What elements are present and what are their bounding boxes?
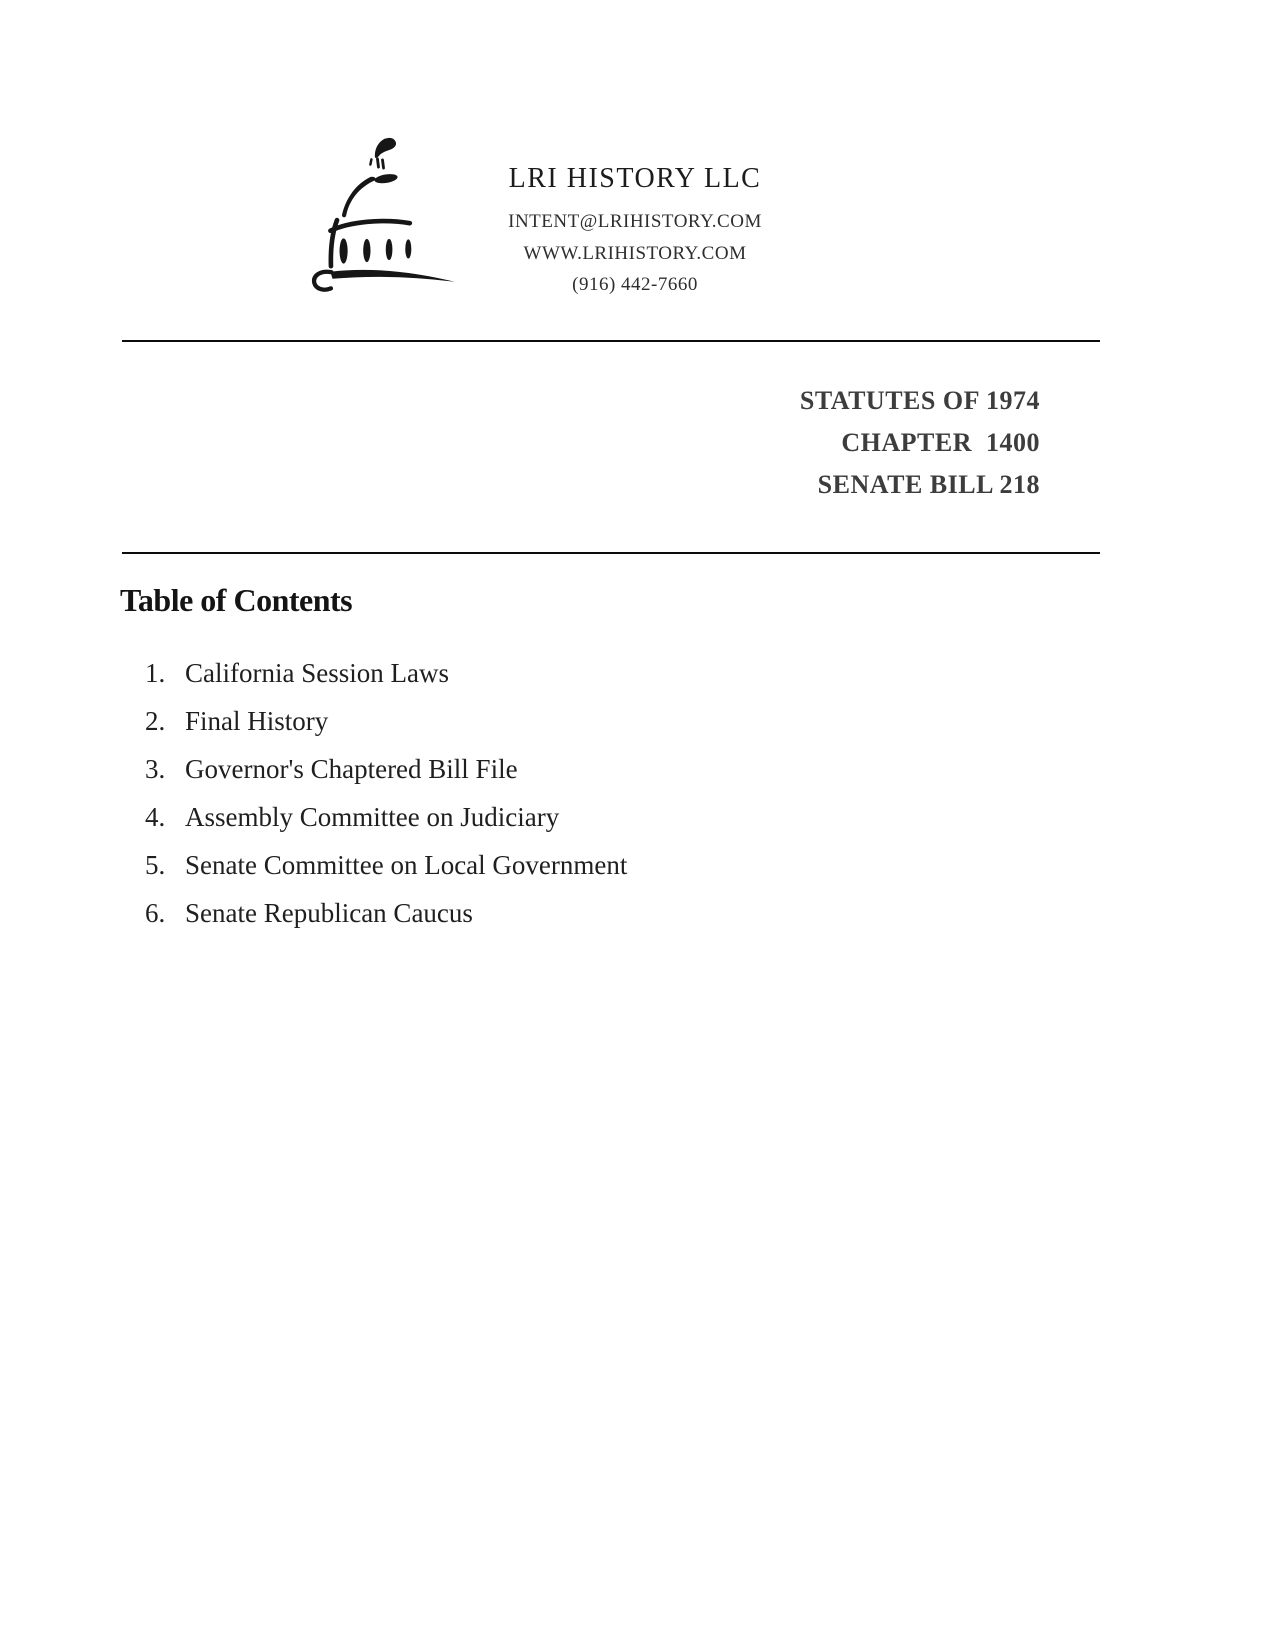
toc-item-label: Assembly Committee on Judiciary: [185, 802, 560, 832]
website-line: WWW.LRIHISTORY.COM: [523, 242, 747, 264]
statute-reference-block: [800, 380, 1040, 506]
toc-item-number: 4.: [145, 802, 166, 832]
toc-item-number: 1.: [145, 658, 166, 688]
toc-item-number: 2.: [145, 706, 166, 736]
toc-item-number: 5.: [145, 850, 166, 880]
toc-item: [145, 656, 627, 690]
toc-item-number: 3.: [145, 754, 166, 784]
toc-item: [145, 800, 627, 834]
toc-item: [145, 896, 627, 930]
toc-item-label: Final History: [185, 706, 329, 736]
letterhead: [430, 160, 840, 301]
toc-item: [145, 752, 627, 786]
toc-item-label: Senate Republican Caucus: [185, 898, 473, 928]
toc-item-label: Governor's Chaptered Bill File: [185, 754, 518, 784]
toc-heading: Table of Contents: [120, 582, 353, 618]
phone-line: (916) 442-7660: [572, 274, 698, 295]
company-name: LRI HISTORY LLC: [508, 163, 762, 194]
toc-item: [145, 704, 627, 738]
email-line: INTENT@LRIHISTORY.COM: [508, 211, 762, 232]
contact-block: [430, 206, 840, 301]
chapter-line: CHAPTER 1400: [841, 428, 1040, 457]
toc-list: [145, 656, 627, 944]
senate-bill-line: SENATE BILL 218: [817, 470, 1040, 499]
toc-item: [145, 848, 627, 882]
statutes-year-line: STATUTES OF 1974: [799, 386, 1040, 415]
toc-item-label: California Session Laws: [185, 658, 449, 688]
top-divider: [122, 340, 1100, 342]
toc-item-number: 6.: [145, 898, 166, 928]
bottom-divider: [122, 552, 1100, 554]
toc-item-label: Senate Committee on Local Government: [185, 850, 628, 880]
